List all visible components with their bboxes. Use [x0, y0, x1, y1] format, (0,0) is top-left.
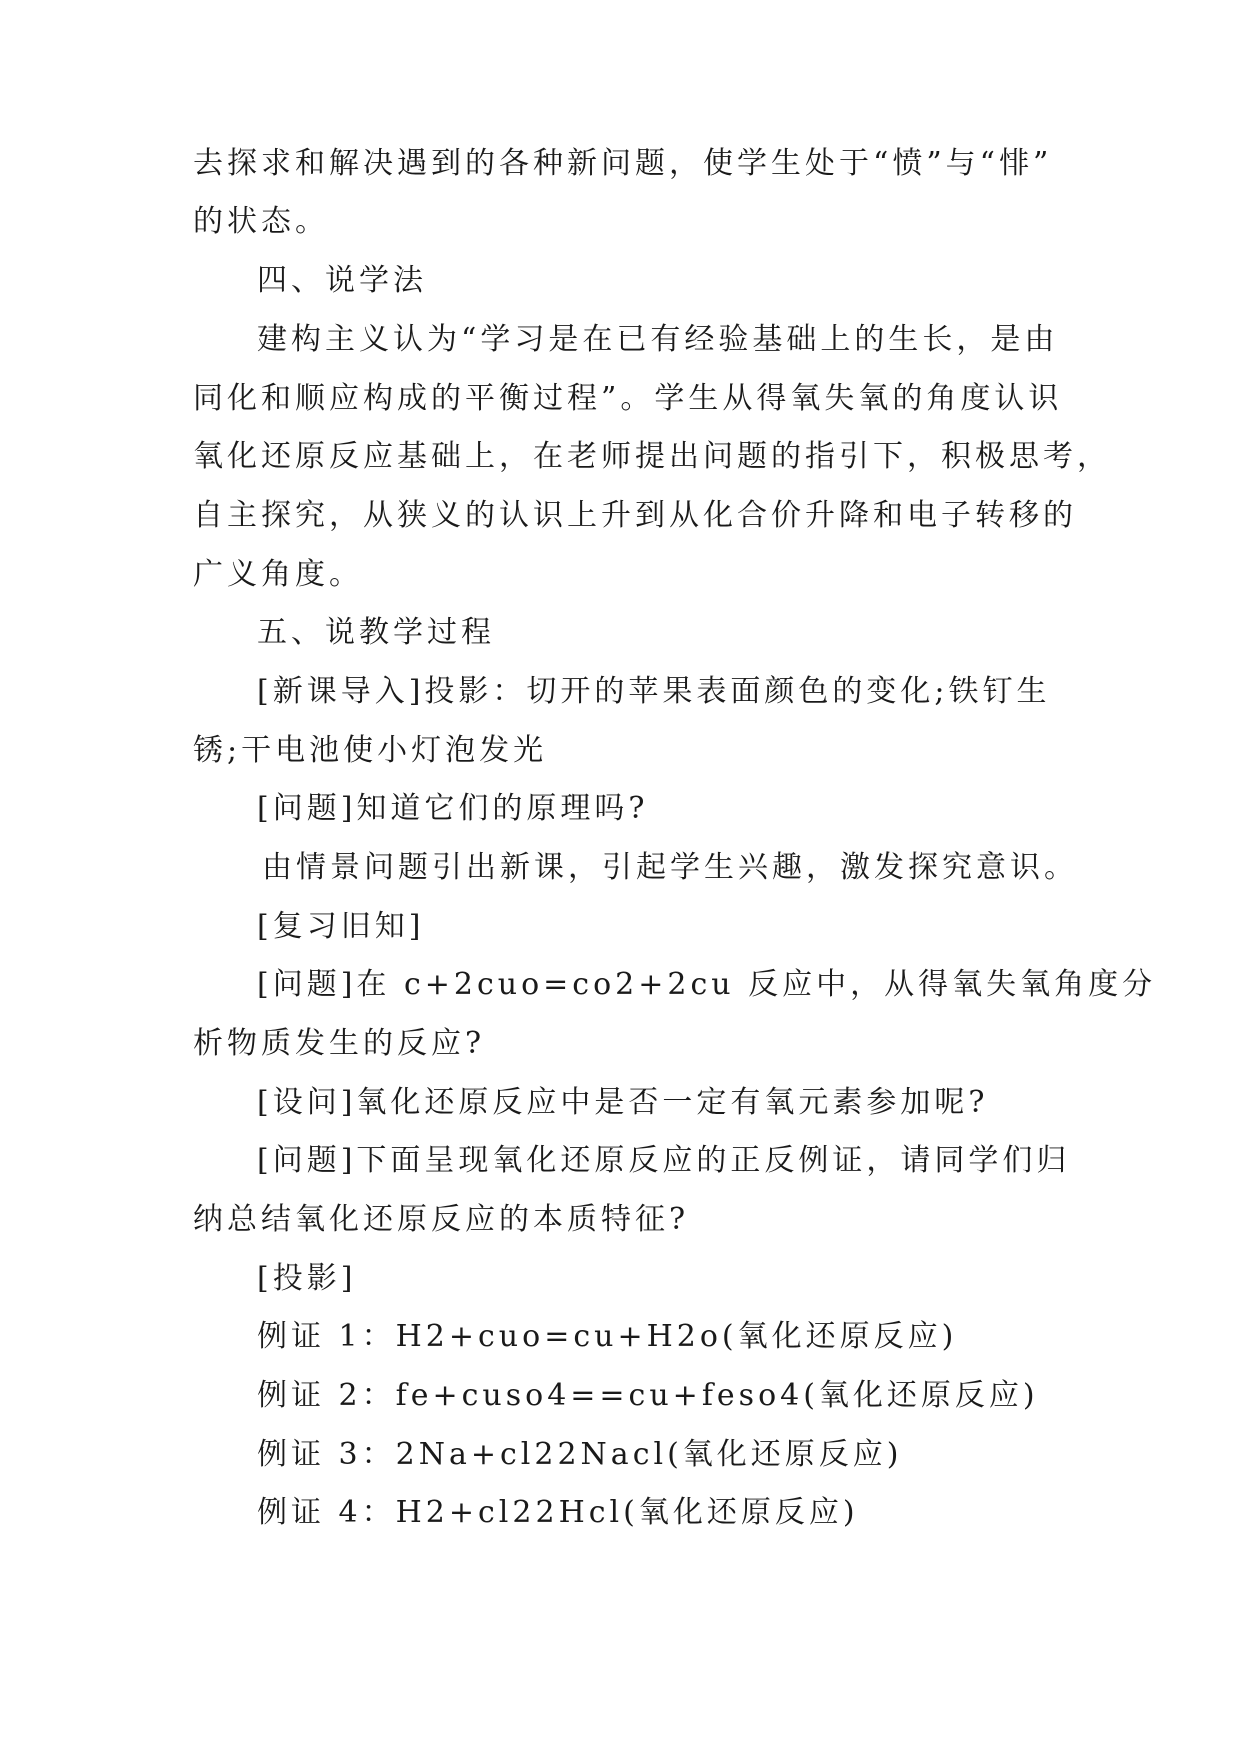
paragraph-line: 由情景问题引出新课，引起学生兴趣，激发探究意识。: [262, 850, 1078, 885]
paragraph-line: [问题]知道它们的原理吗?: [257, 791, 649, 826]
paragraph-line: 析物质发生的反应?: [193, 1026, 486, 1061]
section-heading: 五、说教学过程: [257, 615, 495, 650]
paragraph-line: 广义角度。: [193, 557, 363, 592]
example-line: 例证 1：H2+cuo=cu+H2o(氧化还原反应): [257, 1319, 958, 1354]
paragraph-line: 的状态。: [193, 204, 329, 239]
paragraph-line: 纳总结氧化还原反应的本质特征?: [193, 1202, 690, 1237]
paragraph-line: 建构主义认为“学习是在已有经验基础上的生长，是由: [257, 322, 1059, 357]
section-heading: 四、说学法: [257, 263, 427, 298]
paragraph-line: [新课导入]投影：切开的苹果表面颜色的变化;铁钉生: [257, 674, 1051, 709]
paragraph-line: 同化和顺应构成的平衡过程”。学生从得氧失氧的角度认识: [193, 381, 1063, 416]
paragraph-line: 去探求和解决遇到的各种新问题，使学生处于“愤”与“悱”: [193, 146, 1053, 181]
paragraph-line: [设问]氧化还原反应中是否一定有氧元素参加呢?: [257, 1085, 989, 1120]
paragraph-line: [复习旧知]: [257, 909, 425, 944]
paragraph-line: 自主探究，从狭义的认识上升到从化合价升降和电子转移的: [193, 498, 1077, 533]
example-line: 例证 2：fe+cuso4==cu+feso4(氧化还原反应): [257, 1378, 1039, 1413]
example-line: 例证 3：2Na+cl22Nacl(氧化还原反应): [257, 1437, 903, 1472]
paragraph-line: 氧化还原反应基础上，在老师提出问题的指引下，积极思考，: [193, 439, 1111, 474]
example-line: 例证 4：H2+cl22Hcl(氧化还原反应): [257, 1495, 859, 1530]
paragraph-line: [问题]下面呈现氧化还原反应的正反例证，请同学们归: [257, 1143, 1071, 1178]
paragraph-line: 锈;干电池使小灯泡发光: [193, 733, 548, 768]
paragraph-line: [投影]: [257, 1261, 357, 1296]
paragraph-line: [问题]在 c+2cuo=co2+2cu 反应中，从得氧失氧角度分: [257, 967, 1157, 1002]
